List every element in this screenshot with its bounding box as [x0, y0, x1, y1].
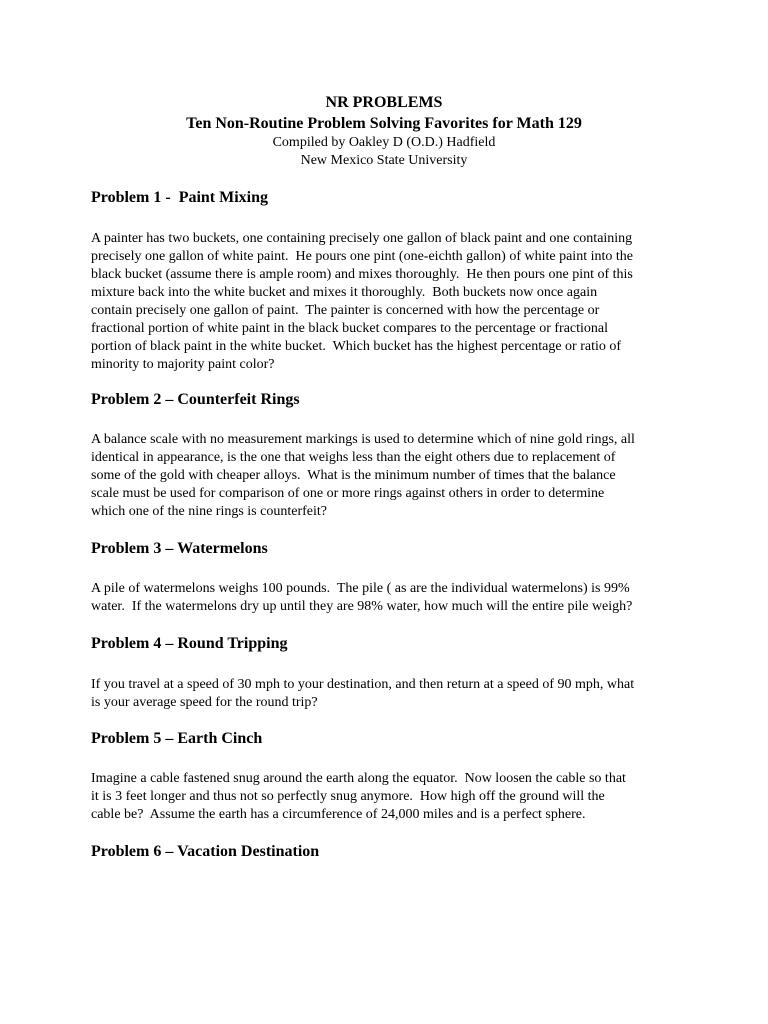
- problem-5-text: [91, 770, 691, 824]
- problem-1-line: precisely one gallon of white paint. He pours one pint (one-eichth gallon) of white paint into the: [91, 249, 633, 264]
- problem-2-line: A balance scale with no measurement markings is used to determine which of nine gold rings, all: [91, 432, 635, 447]
- university-name: New Mexico State University: [300, 153, 468, 168]
- problem-5-heading: Problem 5 – Earth Cinch: [91, 730, 263, 747]
- problem-2-heading: Problem 2 – Counterfeit Rings: [91, 391, 300, 408]
- compiler-credit: Compiled by Oakley D (O.D.) Hadfield: [272, 135, 496, 150]
- problem-2-line: identical in appearance, is the one that weighs less than the eight others due to replacement of: [91, 450, 616, 465]
- problem-1-line: fractional portion of white paint in the black bucket compares to the percentage or fractional: [91, 321, 609, 336]
- problem-3-line: A pile of watermelons weighs 100 pounds. The pile ( as are the individual watermelons) is 99%: [91, 581, 630, 596]
- problem-3-text: [91, 580, 691, 616]
- problem-5-line: cable be? Assume the earth has a circumference of 24,000 miles and is a perfect sphere.: [91, 807, 586, 822]
- document-subtitle: Ten Non-Routine Problem Solving Favorites for Math 129: [186, 115, 582, 132]
- problem-5-line: Imagine a cable fastened snug around the earth along the equator. Now loosen the cable so that: [91, 771, 626, 786]
- problem-3-heading: Problem 3 – Watermelons: [91, 540, 268, 557]
- problem-1-line: A painter has two buckets, one containing precisely one gallon of black paint and one containing: [91, 231, 633, 246]
- problem-1-heading: Problem 1 - Paint Mixing: [91, 189, 269, 206]
- problem-6-heading: Problem 6 – Vacation Destination: [91, 843, 320, 860]
- problem-1-line: contain precisely one gallon of paint. The painter is concerned with how the percentage or: [91, 303, 600, 318]
- problem-4-line: is your average speed for the round trip?: [91, 695, 318, 710]
- problem-4-text: [91, 676, 691, 712]
- problem-5-line: it is 3 feet longer and thus not so perfectly snug anymore. How high off the ground will the: [91, 789, 605, 804]
- problem-2-text: [91, 431, 691, 521]
- problem-1-line: portion of black paint in the white bucket. Which bucket has the highest percentage or ratio of: [91, 339, 622, 354]
- problem-4-line: If you travel at a speed of 30 mph to your destination, and then return at a speed of 90 mph, what: [91, 677, 635, 692]
- problem-1-line: mixture back into the white bucket and mixes it thoroughly. Both buckets now once again: [91, 285, 598, 300]
- document-title: NR PROBLEMS: [325, 94, 443, 111]
- problem-2-line: some of the gold with cheaper alloys. What is the minimum number of times that the balance: [91, 468, 616, 483]
- problem-2-line: scale must be used for comparison of one or more rings against others in order to determine: [91, 486, 605, 501]
- problem-1-text: [91, 230, 691, 374]
- problem-3-line: water. If the watermelons dry up until they are 98% water, how much will the entire pile weigh?: [91, 599, 633, 614]
- problem-4-heading: Problem 4 – Round Tripping: [91, 635, 288, 652]
- problem-2-line: which one of the nine rings is counterfeit?: [91, 504, 327, 519]
- problem-1-line: minority to majority paint color?: [91, 357, 275, 372]
- problem-1-line: black bucket (assume there is ample room) and mixes thoroughly. He then pours one pint of this: [91, 267, 633, 282]
